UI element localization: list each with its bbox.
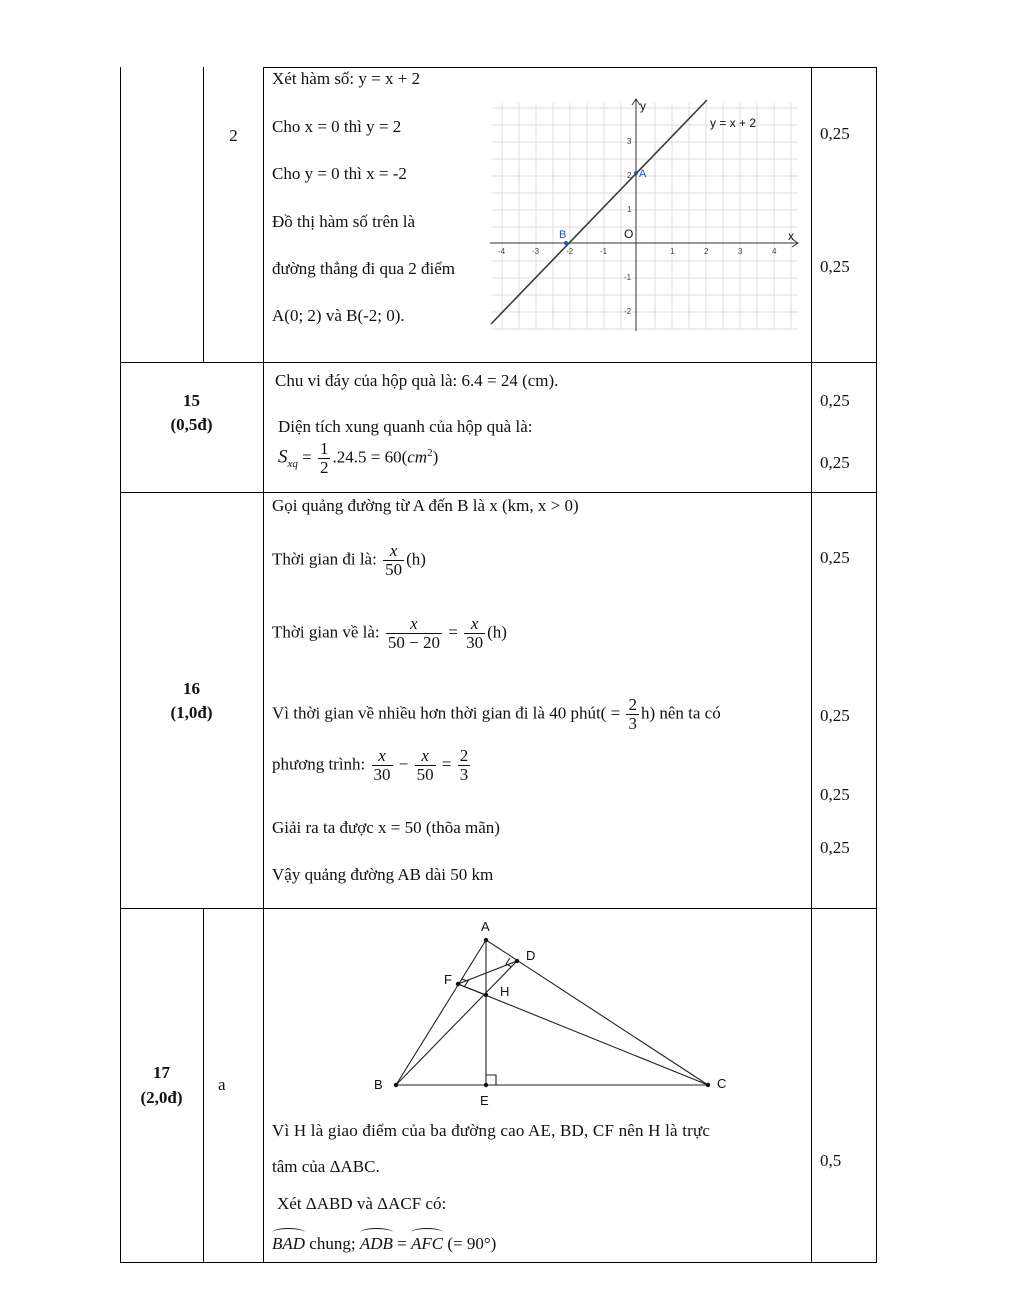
frac-den: 30 xyxy=(373,765,391,784)
x-tick: 2 xyxy=(704,247,709,256)
vertex-b-marker xyxy=(394,1083,398,1087)
row15-score-1: 0,25 xyxy=(820,391,850,410)
x-tick: 3 xyxy=(738,247,743,256)
x-tick: -1 xyxy=(600,247,608,256)
line2-suffix: (h) xyxy=(406,549,426,569)
row15-score-2: 0,25 xyxy=(820,453,850,472)
point-e-marker xyxy=(484,1083,488,1087)
fraction-x-over-50 xyxy=(383,542,404,579)
row16-score-4: 0,25 xyxy=(820,838,850,857)
row14-score-1: 0,25 xyxy=(820,124,850,143)
label-e: E xyxy=(480,1093,489,1108)
x-axis-label: x xyxy=(788,229,794,243)
table-subcol-line-row17 xyxy=(203,908,204,1262)
line5-eq: = xyxy=(437,754,456,774)
formula-unit: cm xyxy=(407,447,428,467)
line3-eq: = xyxy=(444,622,463,642)
frac-den: 30 xyxy=(466,633,484,652)
row15-number: 15 xyxy=(183,391,200,410)
frac-den: 2 xyxy=(319,458,329,477)
fraction-two-thirds xyxy=(626,696,639,733)
altitude-bd xyxy=(396,961,517,1085)
point-f-marker xyxy=(456,982,460,986)
side-ac xyxy=(486,940,708,1085)
formula-exp: 2 xyxy=(427,446,433,459)
row14-line-5: đường thẳng đi qua 2 điểm xyxy=(272,259,455,278)
label-c: C xyxy=(717,1076,727,1091)
row14-sublabel: 2 xyxy=(229,126,238,145)
point-d-marker xyxy=(515,959,519,963)
fraction-x-over-50-minus-20 xyxy=(386,615,442,652)
line-y-equals-x-plus-2 xyxy=(491,100,707,324)
table-border-content-left xyxy=(263,67,264,1262)
fraction-x-over-30 xyxy=(372,747,393,784)
y-tick: 3 xyxy=(627,137,632,146)
side-ab xyxy=(396,940,486,1085)
row17-line-3: Xét ΔABD và ΔACF có: xyxy=(277,1194,447,1213)
frac-den: 3 xyxy=(628,714,637,733)
line4-suffix: h) nên ta có xyxy=(640,703,721,723)
row14-line-1: Xét hàm số: y = x + 2 xyxy=(272,69,421,88)
segment-fh xyxy=(458,984,486,995)
row16-score-1: 0,25 xyxy=(820,548,850,567)
frac-num: x xyxy=(386,615,442,634)
row17-score: 0,5 xyxy=(820,1151,842,1170)
row16-line-3 xyxy=(272,615,507,652)
line5-minus: − xyxy=(394,754,413,774)
row16-number: 16 xyxy=(183,679,200,698)
row16-line-5 xyxy=(272,747,472,784)
x-tick: -2 xyxy=(566,247,574,256)
row14-line-4: Đồ thị hàm số trên là xyxy=(272,212,416,231)
row15-points: (0,5đ) xyxy=(170,415,213,434)
fraction-x-over-30 xyxy=(464,615,485,652)
frac-num: x xyxy=(415,747,436,766)
row17-line-2: tâm của ΔABC. xyxy=(272,1157,380,1176)
x-tick: -4 xyxy=(498,247,506,256)
table-bottom-line xyxy=(120,1262,877,1263)
origin-label: O xyxy=(624,227,634,241)
formula-close: ) xyxy=(432,447,439,467)
row15-line-2: Diện tích xung quanh của hộp quà là: xyxy=(278,417,533,436)
frac-num: 2 xyxy=(628,695,637,714)
triangle-figure xyxy=(360,912,750,1112)
label-a: A xyxy=(481,919,490,934)
frac-num: 2 xyxy=(459,746,469,765)
point-a-label: A xyxy=(639,168,647,180)
x-tick: -3 xyxy=(532,247,540,256)
formula-fraction-half xyxy=(318,440,331,477)
line3-prefix: Thời gian về là: xyxy=(272,622,384,642)
angle-afc: AFC xyxy=(411,1231,443,1254)
table-border-score-left xyxy=(811,67,812,1262)
frac-num: x xyxy=(372,747,393,766)
fraction-x-over-50 xyxy=(415,747,436,784)
label-b: B xyxy=(374,1077,383,1092)
line3-suffix: (h) xyxy=(487,622,507,642)
angle-adb: ADB xyxy=(360,1231,393,1254)
graph-line-label: y = x + 2 xyxy=(710,116,757,130)
row16-line-4 xyxy=(272,696,721,733)
formula-rest: .24.5 = 60( xyxy=(332,447,408,467)
row15-line-1: Chu vi đáy của hộp quà là: 6.4 = 24 (cm). xyxy=(275,371,559,390)
row17-number: 17 xyxy=(153,1063,170,1082)
graph-grid xyxy=(492,103,798,329)
vertex-c-marker xyxy=(706,1083,710,1087)
frac-den: 50 − 20 xyxy=(387,633,440,652)
x-tick: 4 xyxy=(772,247,777,256)
frac-den: 3 xyxy=(459,765,469,784)
row14-line-2: Cho x = 0 thì y = 2 xyxy=(272,117,402,136)
fraction-two-thirds xyxy=(458,747,471,784)
line4-eq: = xyxy=(392,1234,411,1253)
y-tick: -1 xyxy=(624,273,632,282)
row16-score-3: 0,25 xyxy=(820,785,850,804)
line4-prefix: Vì thời gian về nhiều hơn thời gian đi là 40 phút( xyxy=(272,703,607,723)
row14-line-3: Cho y = 0 thì x = -2 xyxy=(272,164,407,183)
y-tick: -2 xyxy=(624,307,632,316)
point-b-marker xyxy=(564,241,568,245)
row16-line-7: Vậy quảng đường AB dài 50 km xyxy=(272,865,494,884)
point-a-marker xyxy=(634,171,638,175)
row17-line-1: Vì H là giao điểm của ba đường cao AE, BD, CF nên H là trực xyxy=(272,1121,711,1140)
line4-text2: (= 90°) xyxy=(443,1234,497,1253)
formula-sub-xq: xq xyxy=(287,457,298,470)
formula-eq: = xyxy=(297,447,316,467)
line5-prefix: phương trình: xyxy=(272,754,370,774)
label-d: D xyxy=(526,948,536,963)
x-tick: 1 xyxy=(670,247,675,256)
table-border-right xyxy=(876,67,877,1262)
row-divider-16-17 xyxy=(120,908,877,909)
row14-line-6: A(0; 2) và B(-2; 0). xyxy=(272,306,405,325)
vertex-a-marker xyxy=(484,938,488,942)
angle-bad: BAD xyxy=(272,1231,305,1254)
point-b-label: B xyxy=(559,229,567,241)
table-subcol-line-row14 xyxy=(203,67,204,362)
x-tick-labels xyxy=(498,247,777,256)
altitude-cf xyxy=(458,984,708,1085)
row14-score-2: 0,25 xyxy=(820,257,850,276)
row15-formula xyxy=(278,440,438,477)
row17-line-4 xyxy=(272,1231,496,1254)
frac-den: 50 xyxy=(416,765,434,784)
row-divider-15-16 xyxy=(120,492,877,493)
row17-points: (2,0đ) xyxy=(140,1088,183,1107)
function-graph xyxy=(488,97,803,333)
row-divider-14-15 xyxy=(120,362,877,363)
row16-line-6: Giải ra ta được x = 50 (thõa mãn) xyxy=(272,818,500,837)
table-top-line xyxy=(264,67,877,68)
frac-num: x xyxy=(383,542,404,561)
row16-score-2: 0,25 xyxy=(820,706,850,725)
right-angle-d-icon xyxy=(506,958,512,967)
row17-sublabel: a xyxy=(218,1075,226,1094)
frac-num: 1 xyxy=(319,439,329,458)
row16-line-2 xyxy=(272,542,426,579)
y-tick: 2 xyxy=(627,171,632,180)
line4-text1: chung; xyxy=(305,1234,360,1253)
frac-den: 50 xyxy=(385,560,403,579)
row16-points: (1,0đ) xyxy=(170,703,213,722)
row16-line-1: Gọi quảng đường từ A đến B là x (km, x > 0) xyxy=(272,496,579,515)
label-h: H xyxy=(500,984,510,999)
line4-eq: = xyxy=(606,703,625,723)
y-tick: 1 xyxy=(627,205,632,214)
frac-num: x xyxy=(464,615,485,634)
y-axis-label: y xyxy=(640,99,646,113)
label-f: F xyxy=(444,972,452,987)
point-h-marker xyxy=(484,993,488,997)
line2-prefix: Thời gian đi là: xyxy=(272,549,382,569)
formula-s: S xyxy=(278,446,288,468)
